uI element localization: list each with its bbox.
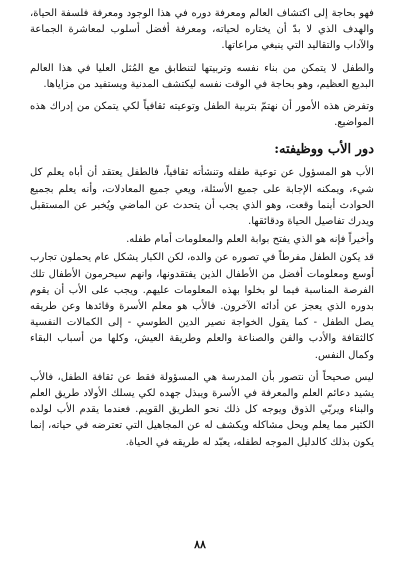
paragraph: وأخيراً فإنه هو الذي يفتح بوابة العلم والمعلومات أمام طفله. [126, 234, 374, 246]
section-heading: دور الأب ووظيفته: [274, 142, 374, 158]
paragraph: والطفل لا يتمكن من بناء نفسه وتربيتها لتنطابق مع المُثل العليا في هذا العالم البديع العظيم، وهو بحاجة في الوقت نفسه ليكتشف المدنية ويستفيد من مزاياها. [30, 62, 374, 90]
paragraph: وتفرض هذه الأمور أن نهتمّ بتربية الطفل وتوعيته ثقافياً لكي يتمكن من إدراك هذه المواضيع. [30, 101, 374, 129]
page-number: ٨٨ [194, 538, 206, 551]
section-intro [30, 6, 374, 131]
section-father-role [30, 141, 374, 450]
paragraph: ليس صحيحاً أن نتصور بأن المدرسة هي المسؤولة فقط عن ثقافة الطفل، فالأب يشيد دعائم العلم والمعرفة في الأسرة ويبذل جهده لكي يسلك الأولاد طريق العلم والبناء ويربّي الذوق ويوجه كل ذلك نحو الطريق القويم. فعندما يقدم الأب لولده الكثير مما يعلم ويحل مشاكله ويكشف له عن المجاهيل التي تعترضه في حياته، إنما يكون بذلك كالدليل الموجه لطفله، يعبّد له طريقه في الحياة. [30, 371, 374, 448]
paragraph: الأب هو المسؤول عن توعية طفله وتنشأته ثقافياً، فالطفل يعتقد أن أباه يعلم كل شيء، ويمكنه الإجابة على جميع الأسئلة، ويعي جميع المعادلات، وأنه يعلم بجميع الحوادث أينما وقعت، وهو الذي يجب أن يتحدث عن الماضي ويُخبر عن المستقبل ويدرك تفاصيل الحياة ودقائقها. [30, 167, 374, 228]
paragraph: فهو بحاجة إلى اكتشاف العالم ومعرفة دوره في هذا الوجود ومعرفة فلسفة الحياة، والهدف الذي لا بدّ أن يختاره لحياته، ومعرفة أفضل أسلوب لمعاشرة الجماعة والآداب والتقاليد التي ينبغي مراعاتها. [30, 8, 374, 52]
paragraph: قد يكون الطفل مفرطاً في تصوره عن والده، لكن الكبار يشكل عام يحملون تجارب أوسع ومعلومات أفضل من الأطفال الذين يفتقدونها، وانهم سيحرمون الأطفال تلك الفرصة المناسبة فيما لو بخلوا بهذه المعلومات عليهم. ويجب على الأب أن يقوم بدوره الذي يعجز عن أدائه الآخرون. فالأب هو معلم الأسرة وقائدها وعن طريقه يصل الطفل - كما يقول الخواجة نصير الدين الطوسي - إلى الكمالات النفسية كالثقافة والأدب والفن والصناعة والعلم وطريقة العيش، وكلها من أسباب البقاء وكمال النفس. [30, 252, 374, 361]
